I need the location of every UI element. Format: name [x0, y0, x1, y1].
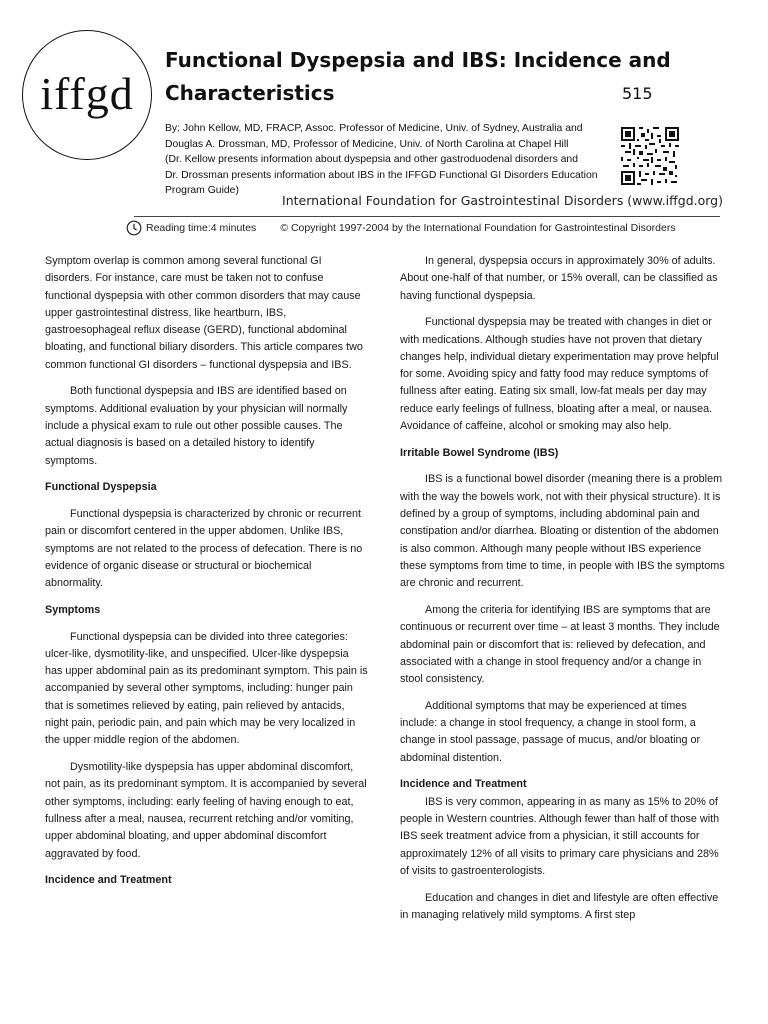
right-column	[400, 253, 725, 934]
section-heading: Symptoms	[45, 603, 101, 616]
article-meta	[126, 220, 726, 236]
byline-line: By: John Kellow, MD, FRACP, Assoc. Professor of Medicine, Univ. of Sydney, Australia and	[165, 123, 583, 134]
paragraph: Among the criteria for identifying IBS are symptoms that are continuous or recurrent over time – at least 3 months. They include abdominal pain or discomfort that is: relieved by defecation, and associated with a change in stool frequency and/or a change in stool consistency.	[400, 603, 720, 686]
clock-icon	[126, 220, 142, 236]
qr-code-icon[interactable]	[621, 127, 679, 185]
paragraph: IBS is very common, appearing in as many as 15% to 20% of people in Western countries. Although fewer than half of those with IBS seek treatment advice from a physician, it still accounts for approximately 12% of all visits to primary care physicians and 28% of visits to gastroenterologists.	[400, 795, 720, 877]
paragraph: In general, dyspepsia occurs in approximately 30% of adults. About one-half of that number, or 15% overall, can be classified as having functional dyspepsia.	[400, 255, 718, 302]
paragraph: IBS is a functional bowel disorder (meaning there is a problem with the way the bowels work, not with their physical structure). It is defined by a group of symptoms, including abdominal pain and constipation and/or diarrhea. Bloating or distention of the abdomen is also common. Although many people without IBS experience these symptoms from time to time, in people with IBS the symptoms are chronic and recurrent.	[400, 473, 725, 590]
paragraph: Both functional dyspepsia and IBS are identified based on symptoms. Additional evaluation by your physician will normally include a physical exam to rule out other possible causes. The actual diagnosis is based on a detailed history to identify symptoms.	[45, 385, 348, 467]
byline	[165, 121, 605, 199]
logo-text: iffgd	[40, 67, 134, 119]
document-number: 515	[622, 84, 653, 103]
section-heading: Irritable Bowel Syndrome (IBS)	[400, 446, 559, 459]
copyright: © Copyright 1997-2004 by the International Foundation for Gastrointestinal Disorders	[280, 222, 676, 234]
paragraph: Symptom overlap is common among several functional GI disorders. For instance, care must be taken not to confuse functional dyspepsia with other common disorders that may cause upper gastrointestinal distress, like heartburn, IBS, gastroesophageal reflux disease (GERD), functional abdominal bloating, and functional biliary disorders. This article compares two common functional GI disorders – functional dyspepsia and IBS.	[45, 255, 363, 371]
paragraph: Functional dyspepsia may be treated with changes in diet or with medications. Although studies have not proven that dietary changes help, individual dietary experimentation may prove helpful for some. Avoiding spicy and fatty food may reduce symptoms of fullness after eating. Eating six small, low-fat meals per day may reduce early feelings of fullness, bloating after a meal, or nausea. Avoidance of caffeine, alcohol or smoking may also help.	[400, 316, 719, 433]
left-column	[45, 253, 368, 899]
section-heading: Functional Dyspepsia	[45, 481, 157, 494]
byline-line: Douglas A. Drossman, MD, Professor of Medicine, Univ. of North Carolina at Chapel Hill	[165, 138, 569, 150]
title-line-1: Functional Dyspepsia and IBS: Incidence and	[165, 48, 671, 72]
paragraph: Functional dyspepsia is characterized by chronic or recurrent pain or discomfort centered in the upper abdomen. Unlike IBS, symptoms are not related to the process of defecation. There is no evidence of organic disease or structural or biochemical abnormality.	[45, 508, 363, 590]
byline-line: Dr. Drossman presents information about IBS in the IFFGD Functional GI Disorders Education	[165, 169, 598, 181]
paragraph: Additional symptoms that may be experienced at times include: a change in stool frequency, a change in stool form, a change in stool passage, passage of mucus, and/or bloating or abdominal distention.	[400, 699, 701, 764]
paragraph: Education and changes in diet and lifestyle are often effective in managing relatively mild symptoms. A first step	[400, 891, 719, 921]
section-heading: Incidence and Treatment	[400, 778, 527, 791]
reading-time: Reading time:4 minutes	[146, 222, 257, 234]
title-line-2: Characteristics	[165, 81, 335, 105]
paragraph: Dysmotility-like dyspepsia has upper abdominal discomfort, not pain, as its predominant symptom. It is accompanied by several other symptoms, including: early feeling of having enough to eat, fullness after a meal, nausea, recurrent retching and/or vomiting, upper abdominal bloating, and upper abdominal discomfort aggravated by food.	[45, 761, 367, 860]
byline-line: Program Guide)	[165, 185, 239, 196]
section-heading: Incidence and Treatment	[45, 874, 172, 887]
byline-line: (Dr. Kellow presents information about dyspepsia and other gastroduodenal disorders and	[165, 154, 578, 165]
iffgd-logo	[22, 30, 152, 160]
paragraph: Functional dyspepsia can be divided into three categories: ulcer-like, dysmotility-like, and unspecified. Ulcer-like dyspepsia has upper abdominal pain as its predominant symptom. This pain is accompanied by several other symptoms, including: hunger pain that is sometimes relieved by eating, pain relieved by antacids, night pain, periodic pain, and pain which may be very localized in the upper middle region of the abdomen.	[45, 630, 368, 747]
organization-line: International Foundation for Gastrointestinal Disorders (www.iffgd.org)	[282, 193, 723, 208]
header-divider	[134, 216, 720, 217]
